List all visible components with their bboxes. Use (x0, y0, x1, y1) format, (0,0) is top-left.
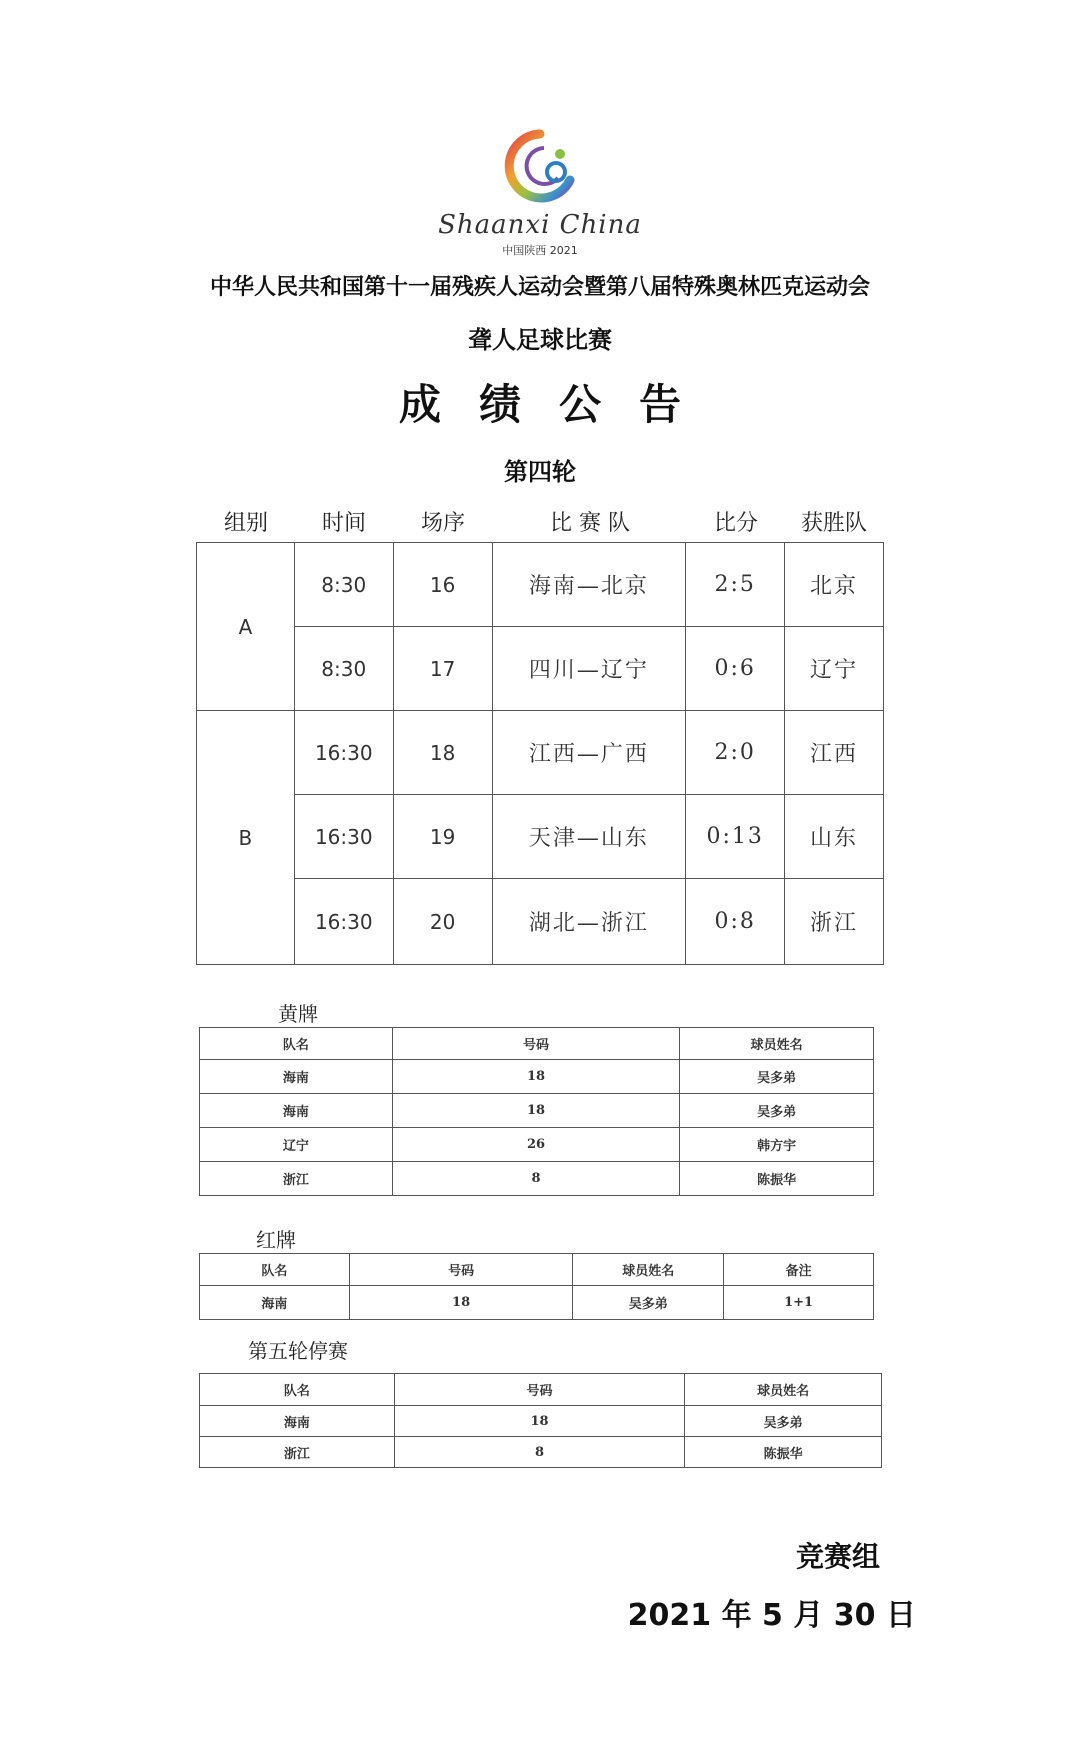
yellow-cards-table (199, 1027, 874, 1196)
teams-cell: 江西—广西 (492, 711, 686, 795)
player-cell: 吴多弟 (685, 1406, 882, 1437)
table-row (197, 627, 884, 711)
time-cell: 8:30 (294, 543, 393, 627)
score-cell: 0:6 (686, 627, 785, 711)
winner-cell: 山东 (785, 795, 884, 879)
header-player: 球员姓名 (573, 1254, 724, 1286)
group-cell: A (197, 543, 295, 711)
match-cell: 17 (393, 627, 492, 711)
results-table (196, 542, 884, 965)
yellow-cards-label: 黄牌 (278, 1002, 318, 1026)
time-cell: 8:30 (294, 627, 393, 711)
table-row (200, 1286, 874, 1320)
header-remark: 备注 (724, 1254, 874, 1286)
teams-cell: 海南—北京 (492, 543, 686, 627)
teams-cell: 天津—山东 (492, 795, 686, 879)
header-group: 组别 (223, 511, 268, 536)
header-player: 球员姓名 (685, 1374, 882, 1406)
winner-cell: 北京 (785, 543, 884, 627)
table-row (200, 1060, 874, 1094)
teams-cell: 湖北—浙江 (492, 879, 686, 965)
header-team: 队名 (200, 1254, 350, 1286)
round-title: 第四轮 (504, 458, 576, 486)
number-cell: 18 (349, 1286, 573, 1320)
time-cell: 16:30 (294, 879, 393, 965)
team-cell: 海南 (200, 1286, 350, 1320)
header-number: 号码 (394, 1374, 685, 1406)
header-number: 号码 (392, 1028, 680, 1060)
score-cell: 0:13 (686, 795, 785, 879)
player-cell: 韩方宇 (680, 1128, 874, 1162)
team-cell: 海南 (200, 1094, 393, 1128)
time-cell: 16:30 (294, 711, 393, 795)
score-cell: 2:5 (686, 543, 785, 627)
winner-cell: 辽宁 (785, 627, 884, 711)
player-cell: 吴多弟 (680, 1094, 874, 1128)
team-cell: 海南 (200, 1060, 393, 1094)
group-cell: B (197, 711, 295, 965)
team-cell: 浙江 (200, 1162, 393, 1196)
match-cell: 19 (393, 795, 492, 879)
number-cell: 18 (394, 1406, 685, 1437)
score-cell: 2:0 (686, 711, 785, 795)
score-cell: 0:8 (686, 879, 785, 965)
number-cell: 8 (394, 1437, 685, 1468)
table-row (197, 543, 884, 627)
header-team: 队名 (200, 1374, 395, 1406)
winner-cell: 浙江 (785, 879, 884, 965)
red-cards-label: 红牌 (256, 1228, 296, 1252)
header-player: 球员姓名 (680, 1028, 874, 1060)
table-row (200, 1406, 882, 1437)
table-row (200, 1128, 874, 1162)
event-title: 中华人民共和国第十一届残疾人运动会暨第八届特殊奥林匹克运动会 (209, 275, 870, 300)
team-cell: 浙江 (200, 1437, 395, 1468)
issue-date: 2021 年 5 月 30 日 (627, 1598, 916, 1633)
number-cell: 18 (392, 1094, 680, 1128)
red-cards-table (199, 1253, 874, 1320)
table-header-row (200, 1028, 874, 1060)
suspension-label: 第五轮停赛 (248, 1339, 348, 1363)
team-cell: 海南 (200, 1406, 395, 1437)
table-row (200, 1162, 874, 1196)
header-score: 比分 (713, 511, 758, 536)
remark-cell: 1+1 (724, 1286, 874, 1320)
time-cell: 16:30 (294, 795, 393, 879)
header-team: 队名 (200, 1028, 393, 1060)
logo-script-text: Shaanxi China (438, 210, 642, 240)
header-match-no: 场序 (420, 511, 465, 536)
logo-emblem-icon (500, 128, 580, 208)
teams-cell: 四川—辽宁 (492, 627, 686, 711)
header-teams: 比 赛 队 (550, 511, 630, 536)
player-cell: 陈振华 (680, 1162, 874, 1196)
number-cell: 18 (392, 1060, 680, 1094)
number-cell: 8 (392, 1162, 680, 1196)
team-cell: 辽宁 (200, 1128, 393, 1162)
match-cell: 16 (393, 543, 492, 627)
table-header-row (200, 1254, 874, 1286)
player-cell: 吴多弟 (573, 1286, 724, 1320)
number-cell: 26 (392, 1128, 680, 1162)
suspension-table (199, 1373, 882, 1468)
table-row (200, 1094, 874, 1128)
table-row (197, 795, 884, 879)
player-cell: 吴多弟 (680, 1060, 874, 1094)
logo-subtext: 中国陕西 2021 (502, 244, 578, 257)
header-winner: 获胜队 (800, 511, 867, 536)
table-row (197, 711, 884, 795)
event-logo (0, 128, 1080, 258)
competition-title: 聋人足球比赛 (468, 326, 612, 354)
header-number: 号码 (349, 1254, 573, 1286)
winner-cell: 江西 (785, 711, 884, 795)
player-cell: 陈振华 (685, 1437, 882, 1468)
issuer-name: 竞赛组 (795, 1540, 880, 1573)
table-row (197, 879, 884, 965)
table-header-row (200, 1374, 882, 1406)
announcement-title: 成绩公告 (398, 380, 719, 429)
header-time: 时间 (321, 511, 366, 536)
match-cell: 18 (393, 711, 492, 795)
match-cell: 20 (393, 879, 492, 965)
table-row (200, 1437, 882, 1468)
